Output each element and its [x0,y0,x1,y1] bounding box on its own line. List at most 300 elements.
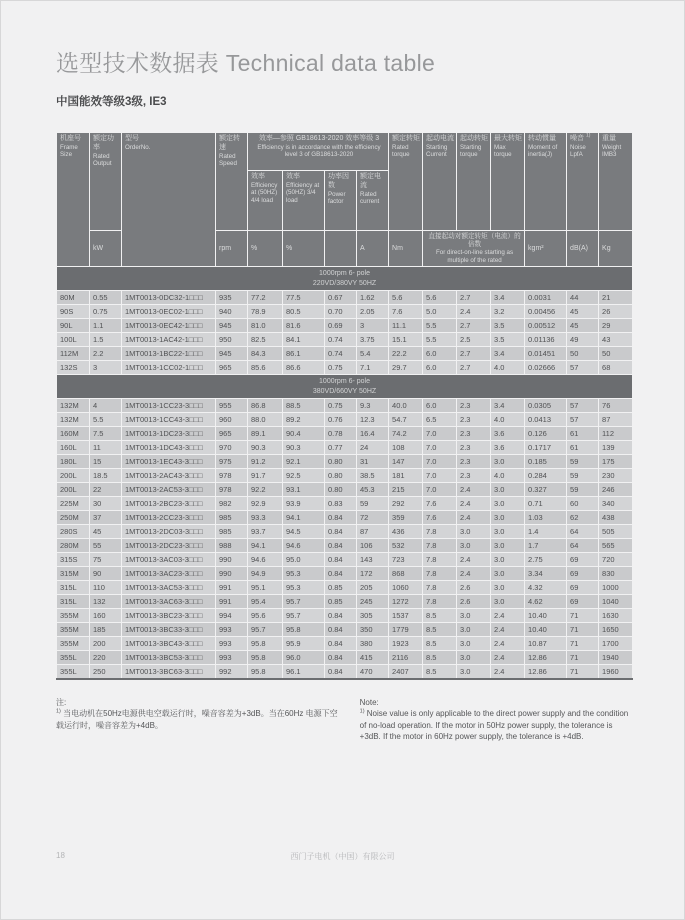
cell: 94.6 [283,539,325,553]
cell: 68 [599,361,633,375]
cell: 175 [599,455,633,469]
cell: 5.6 [389,291,423,305]
cell: 81.6 [283,319,325,333]
cell: 75 [90,553,122,567]
footer-company-name: 西门子电机（中国）有限公司 [290,852,395,861]
cell: 0.284 [525,469,567,483]
cell: 2.3 [457,427,491,441]
cell: 3.0 [491,455,525,469]
cell: 7.0 [423,455,457,469]
cell: 970 [216,441,248,455]
cell: 2.7 [457,291,491,305]
cell: 78.9 [248,305,283,319]
cell: 89.1 [248,427,283,441]
cell: 3.0 [457,651,491,665]
cell: 5.6 [423,291,457,305]
cell: 8.5 [423,651,457,665]
cell: 8.5 [423,665,457,679]
cell: 0.85 [325,581,357,595]
cell: 505 [599,525,633,539]
table-row [57,595,633,609]
cell: 3.0 [457,539,491,553]
cell: 7.0 [423,427,457,441]
cell: 1MT0013-1CC02-1□□□ [122,361,216,375]
page-subtitle: 中国能效等级3级, IE3 [56,96,167,108]
cell: 7.8 [423,595,457,609]
cell: 7.6 [423,497,457,511]
cell: 1.1 [90,319,122,333]
cell: 7.0 [423,441,457,455]
cell: 69 [567,595,599,609]
cell: 2.4 [457,511,491,525]
cell: 7.8 [423,539,457,553]
cell: 3.0 [491,511,525,525]
cell: 45 [567,305,599,319]
cell: 1MT0013-2DC23-3□□□ [122,539,216,553]
cell: 0.84 [325,623,357,637]
cell: 994 [216,609,248,623]
table-row [57,665,633,679]
cell: 94.1 [248,539,283,553]
unit-ampere: A [357,231,389,267]
cell: 2.7 [457,319,491,333]
cell: 0.327 [525,483,567,497]
cell: 185 [90,623,122,637]
cell: 1.62 [357,291,389,305]
cell: 64 [567,539,599,553]
footnote-title-en: Note: [359,697,379,707]
cell: 1MT0013-2BC23-3□□□ [122,497,216,511]
col-header-inertia: 转动惯量 Moment of inertia(J) [525,133,567,231]
cell: 1MT0013-2AC43-3□□□ [122,469,216,483]
table-row [57,399,633,413]
cell: 71 [567,609,599,623]
cell: 12.86 [525,665,567,679]
cell: 3.2 [491,305,525,319]
cell: 1940 [599,651,633,665]
col-header-noise: 噪音 $^{1)}$ Noise LpfA [567,133,599,231]
cell: 2.4 [491,665,525,679]
cell: 95.1 [248,581,283,595]
cell: 0.71 [525,497,567,511]
cell: 132M [57,413,90,427]
cell: 4.0 [491,469,525,483]
cell: 945 [216,347,248,361]
cell: 0.01136 [525,333,567,347]
cell: 92.9 [248,497,283,511]
cell: 1MT0013-3AC23-3□□□ [122,567,216,581]
table-row [57,609,633,623]
cell: 200 [90,637,122,651]
cell: 2.4 [457,483,491,497]
cell: 7.5 [90,427,122,441]
cell: 76 [599,399,633,413]
cell: 40.0 [389,399,423,413]
table-row [57,455,633,469]
cell: 95.7 [283,609,325,623]
cell: 1MT0013-1DC43-3□□□ [122,441,216,455]
cell: 22 [90,483,122,497]
cell: 0.0305 [525,399,567,413]
cell: 77.2 [248,291,283,305]
cell: 90S [57,305,90,319]
cell: 80.5 [283,305,325,319]
table-row [57,347,633,361]
cell: 250 [90,665,122,679]
cell: 92.2 [248,483,283,497]
cell: 3.6 [491,441,525,455]
cell: 723 [389,553,423,567]
cell: 1MT0013-0EC42-1□□□ [122,319,216,333]
cell: 93.1 [283,483,325,497]
cell: 94.9 [248,567,283,581]
section-band-label: 1000rpm 6- pole 220VD/380VY 50HZ [57,267,633,291]
cell: 139 [599,441,633,455]
cell: 95.6 [248,609,283,623]
cell: 54.7 [389,413,423,427]
cell: 230 [599,469,633,483]
cell: 1MT0013-2CC23-3□□□ [122,511,216,525]
cell: 57 [567,413,599,427]
cell: 5.5 [423,319,457,333]
cell: 2.4 [491,651,525,665]
cell: 95.8 [248,637,283,651]
cell: 7.8 [423,567,457,581]
cell: 315M [57,567,90,581]
cell: 11 [90,441,122,455]
cell: 8.5 [423,623,457,637]
table-row [57,413,633,427]
cell: 7.6 [389,305,423,319]
cell: 0.80 [325,469,357,483]
cell: 91.7 [248,469,283,483]
cell: 0.55 [90,291,122,305]
cell: 985 [216,525,248,539]
cell: 59 [567,455,599,469]
cell: 45 [567,319,599,333]
cell: 22.2 [389,347,423,361]
cell: 172 [357,567,389,581]
cell: 69 [567,581,599,595]
cell: 0.0413 [525,413,567,427]
cell: 91.2 [248,455,283,469]
cell: 965 [216,427,248,441]
cell: 315L [57,581,90,595]
footnote-text-en: Noise value is only applicable to the direct power supply and the condition of no-load operation. If the motor in 50Hz power supply, the tolerance is +3dB. If the motor in 60Hz power supply, the tolerance is +4dB. [359,709,629,742]
unit-nm: Nm [389,231,423,267]
cell: 0.185 [525,455,567,469]
cell: 8.5 [423,609,457,623]
unit-kgm2: kgm² [525,231,567,267]
cell: 85.6 [248,361,283,375]
cell: 5.5 [423,333,457,347]
cell: 3.0 [491,539,525,553]
cell: 1MT0013-3AC63-3□□□ [122,595,216,609]
cell: 470 [357,665,389,679]
cell: 61 [567,427,599,441]
cell: 2.7 [457,361,491,375]
cell: 16.4 [357,427,389,441]
cell: 6.0 [423,399,457,413]
col-header-power-factor: 功率因数 Power factor [325,171,357,231]
section-band [57,375,633,399]
cell: 978 [216,469,248,483]
cell: 45.3 [357,483,389,497]
unit-rpm: rpm [216,231,248,267]
cell: 292 [389,497,423,511]
cell: 355L [57,651,90,665]
cell: 3.4 [491,347,525,361]
cell: 69 [567,553,599,567]
cell: 992 [216,665,248,679]
cell: 245 [357,595,389,609]
cell: 50 [567,347,599,361]
cell: 95.8 [283,623,325,637]
cell: 1MT0013-3BC33-3□□□ [122,623,216,637]
cell: 991 [216,581,248,595]
cell: 305 [357,609,389,623]
cell: 86.6 [283,361,325,375]
unit-percent-34: % [283,231,325,267]
cell: 220 [90,651,122,665]
cell: 26 [599,305,633,319]
direct-on-line-note: 直接起动对额定转矩（电流）的倍数 For direct-on-line starting as multiple of the rated [423,231,525,267]
cell: 1MT0013-1AC42-1□□□ [122,333,216,347]
cell: 340 [599,497,633,511]
cell: 90 [90,567,122,581]
cell: 90.3 [248,441,283,455]
cell: 3.0 [457,609,491,623]
cell: 96.1 [283,665,325,679]
cell: 24 [357,441,389,455]
cell: 95.3 [283,581,325,595]
cell: 0.75 [325,361,357,375]
cell: 95.3 [283,567,325,581]
cell: 82.5 [248,333,283,347]
noise-footnote-marker: 1) [586,132,591,139]
cell: 59 [567,469,599,483]
cell: 0.84 [325,553,357,567]
technical-data-table [56,132,633,680]
cell: 72 [357,511,389,525]
cell: 59 [357,497,389,511]
cell: 1923 [389,637,423,651]
col-header-efficiency-44-load: 效率 Efficiency at (50HZ) 4/4 load [248,171,283,231]
col-header-max-torque: 最大转矩 Max torque [491,133,525,231]
cell: 955 [216,399,248,413]
cell: 436 [389,525,423,539]
table-row [57,525,633,539]
cell: 200L [57,469,90,483]
table-row [57,483,633,497]
table-row [57,497,633,511]
cell: 62 [567,511,599,525]
table-row [57,319,633,333]
cell: 100L [57,333,90,347]
cell: 1960 [599,665,633,679]
cell: 315L [57,595,90,609]
cell: 12.3 [357,413,389,427]
col-header-starting-current: 起动电流 Starting Current [423,133,457,231]
table-row [57,567,633,581]
cell: 30 [90,497,122,511]
cell: 1MT0013-1BC22-1□□□ [122,347,216,361]
cell: 0.01451 [525,347,567,361]
cell: 49 [567,333,599,347]
col-header-efficiency-34-load: 效率 Efficiency at (50HZ) 3/4 load [283,171,325,231]
cell: 60 [567,497,599,511]
cell: 147 [389,455,423,469]
cell: 2.4 [457,567,491,581]
cell: 1630 [599,609,633,623]
cell: 1MT0013-3BC63-3□□□ [122,665,216,679]
table-body [57,267,633,679]
cell: 12.86 [525,651,567,665]
cell: 74.2 [389,427,423,441]
cell: 215 [389,483,423,497]
cell: 3.5 [491,333,525,347]
cell: 50 [599,347,633,361]
cell: 96.0 [283,651,325,665]
cell: 6.0 [423,347,457,361]
footnotes [56,697,629,743]
table-row [57,637,633,651]
cell: 2.6 [457,595,491,609]
cell: 5.4 [357,347,389,361]
cell: 95.7 [248,623,283,637]
cell: 0.00456 [525,305,567,319]
cell: 0.83 [325,497,357,511]
cell: 978 [216,483,248,497]
cell: 38.5 [357,469,389,483]
cell: 7.8 [423,525,457,539]
col-header-frame-size: 机座号 Frame Size [57,133,90,267]
cell: 0.84 [325,665,357,679]
cell: 132M [57,399,90,413]
table-header [57,133,633,267]
cell: 4.0 [491,413,525,427]
cell: 93.9 [283,497,325,511]
cell: 250M [57,511,90,525]
cell: 11.1 [389,319,423,333]
cell: 59 [567,483,599,497]
cell: 1MT0013-1DC23-3□□□ [122,427,216,441]
cell: 0.74 [325,333,357,347]
cell: 1.5 [90,333,122,347]
footnote-chinese [56,697,340,743]
unit-power-factor [325,231,357,267]
cell: 0.70 [325,305,357,319]
cell: 935 [216,291,248,305]
cell: 2407 [389,665,423,679]
cell: 993 [216,623,248,637]
cell: 2.3 [457,469,491,483]
cell: 415 [357,651,389,665]
cell: 0.78 [325,427,357,441]
cell: 3 [90,361,122,375]
cell: 132 [90,595,122,609]
table-row [57,469,633,483]
cell: 21 [599,291,633,305]
unit-kw: kW [90,231,122,267]
cell: 81.0 [248,319,283,333]
cell: 3.0 [491,497,525,511]
cell: 87 [357,525,389,539]
cell: 108 [389,441,423,455]
cell: 0.77 [325,441,357,455]
cell: 990 [216,567,248,581]
cell: 280S [57,525,90,539]
cell: 2.6 [457,581,491,595]
cell: 92.1 [283,455,325,469]
cell: 993 [216,651,248,665]
footnote-english [360,697,629,743]
cell: 991 [216,595,248,609]
section-band [57,267,633,291]
cell: 950 [216,333,248,347]
footnote-title-zh: 注: [56,697,67,707]
cell: 15.1 [389,333,423,347]
cell: 0.74 [325,347,357,361]
cell: 0.84 [325,567,357,581]
cell: 71 [567,665,599,679]
cell: 280M [57,539,90,553]
cell: 0.84 [325,525,357,539]
cell: 2.3 [457,413,491,427]
cell: 2.4 [457,497,491,511]
cell: 7.8 [423,553,457,567]
cell: 200L [57,483,90,497]
cell: 95.7 [283,595,325,609]
cell: 6.5 [423,413,457,427]
cell: 6.0 [423,361,457,375]
cell: 160M [57,427,90,441]
cell: 3.5 [491,319,525,333]
cell: 438 [599,511,633,525]
col-header-efficiency-group: 效率—参照 GB18613-2020 效率等级 3 Efficiency is in accordance with the efficiency level 3 of GB18613-2020 [248,133,389,171]
col-header-order-no: 型号 OrderNo. [122,133,216,267]
cell: 112 [599,427,633,441]
cell: 2.2 [90,347,122,361]
cell: 8.5 [423,637,457,651]
cell: 89.2 [283,413,325,427]
cell: 10.87 [525,637,567,651]
cell: 106 [357,539,389,553]
footnote-marker-zh: 1) [56,708,61,715]
cell: 7.1 [357,361,389,375]
cell: 9.3 [357,399,389,413]
cell: 3 [357,319,389,333]
cell: 71 [567,651,599,665]
col-header-rated-torque: 额定转矩 Rated torque [389,133,423,231]
cell: 90.4 [283,427,325,441]
cell: 86.1 [283,347,325,361]
cell: 7.8 [423,581,457,595]
cell: 1272 [389,595,423,609]
cell: 84.1 [283,333,325,347]
cell: 160 [90,609,122,623]
cell: 88.5 [283,399,325,413]
cell: 88.0 [248,413,283,427]
cell: 0.84 [325,637,357,651]
cell: 3.34 [525,567,567,581]
cell: 93.3 [248,511,283,525]
cell: 1MT0013-2AC53-3□□□ [122,483,216,497]
cell: 1.4 [525,525,567,539]
cell: 0.84 [325,511,357,525]
cell: 532 [389,539,423,553]
cell: 7.6 [423,511,457,525]
